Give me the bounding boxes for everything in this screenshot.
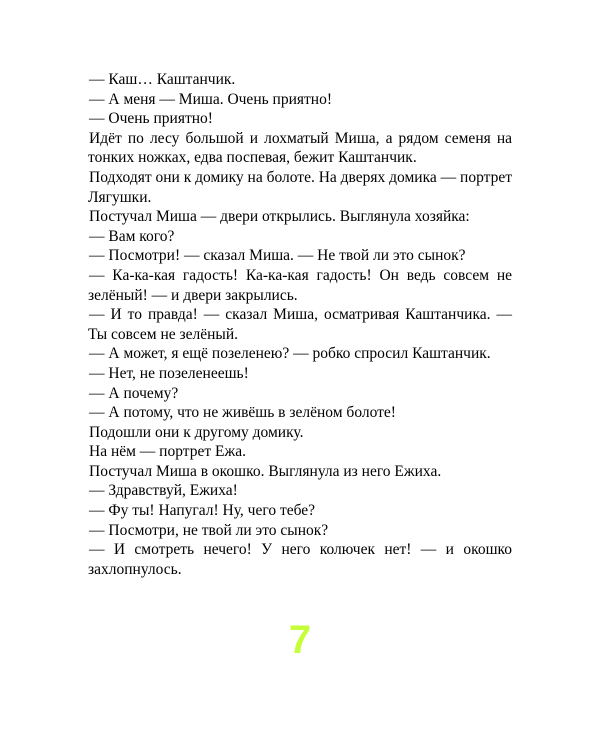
paragraph-6: Постучал Миша — двери открылись. Выглянула хозяйка: — [89, 208, 470, 226]
paragraph-12: — Нет, не позеленеешь! — [89, 364, 249, 382]
paragraph-1: — Каш… Каштанчик. — [89, 71, 236, 88]
story-text — [88, 70, 512, 579]
paragraph-20: — Посмотри, не твой ли это сынок? — [89, 521, 329, 539]
paragraph-16: На нём — портрет Ежа. — [89, 443, 246, 461]
paragraph-3: — Очень приятно! — [89, 110, 213, 128]
paragraph-18: — Здравствуй, Ежиха! — [89, 482, 238, 500]
paragraph-19: — Фу ты! Напугал! Ну, чего тебе? — [89, 502, 316, 520]
paragraph-9: — Ка-ка-кая гадость! Ка-ка-кая гадость! Он ведь совсем не зелёный! — и двери закрылись. — [88, 266, 512, 304]
paragraph-5: Подходят они к домику на болоте. На дверях домика — портрет Лягушки. — [88, 168, 512, 206]
paragraph-4: Идёт по лесу большой и лохматый Миша, а рядом семеня на тонких ножках, едва поспевая, бежит Каштанчик. — [88, 129, 512, 167]
paragraph-10: — И то правда! — сказал Миша, осматривая Каштанчика. — Ты совсем не зелёный. — [88, 306, 512, 343]
paragraph-21: — И смотреть нечего! У него колючек нет! — и окошко захлопнулось. — [88, 541, 512, 578]
paragraph-13: — А почему? — [89, 384, 179, 402]
paragraph-2: — А меня — Миша. Очень приятно! — [89, 90, 333, 108]
paragraph-8: — Посмотри! — сказал Миша. — Не твой ли это сынок? — [89, 247, 466, 265]
page-number: 7 — [288, 618, 312, 662]
paragraph-15: Подошли они к другому домику. — [89, 423, 304, 441]
paragraph-11: — А может, я ещё позеленею? — робко спросил Каштанчик. — [89, 345, 491, 363]
paragraph-7: — Вам кого? — [89, 227, 175, 245]
paragraph-17: Постучал Миша в окошко. Выглянула из него Ежиха. — [89, 462, 442, 480]
paragraph-14: — А потому, что не живёшь в зелёном болоте! — [89, 404, 396, 422]
